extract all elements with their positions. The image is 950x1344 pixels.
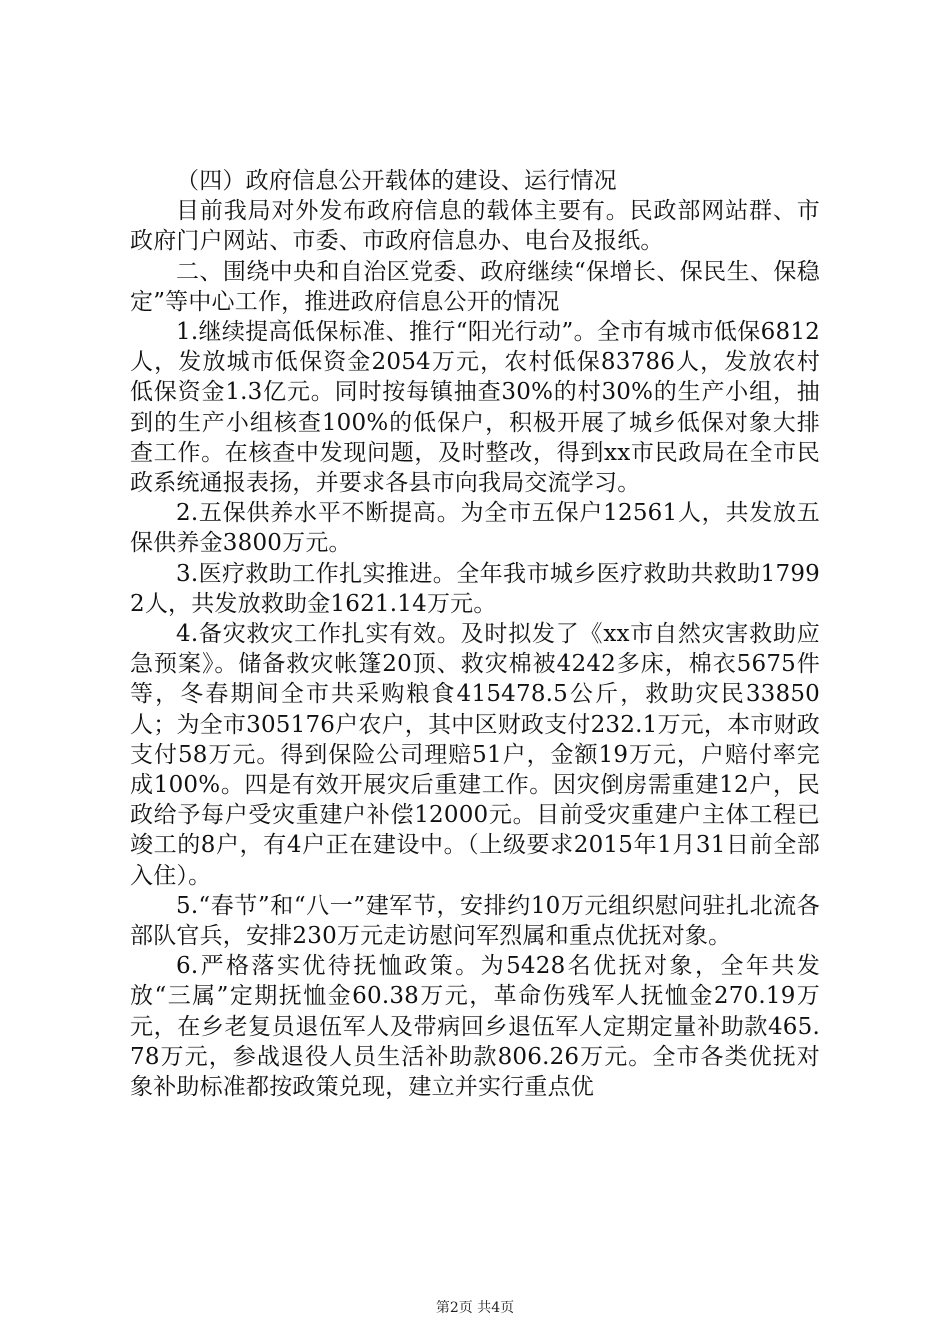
document-body: [130, 166, 820, 1102]
paragraph: 6.严格落实优待抚恤政策。为5428名优抚对象，全年共发放“三属”定期抚恤金60.38万元，革命伤残军人抚恤金270.19万元，在乡老复员退伍军人及带病回乡退伍军人定期定量补助款465.78万元，参战退役人员生活补助款806.26万元。全市各类优抚对象补助标准都按政策兑现，建立并实行重点优: [130, 953, 820, 1101]
paragraph: 目前我局对外发布政府信息的载体主要有。民政部网站群、市政府门户网站、市委、市政府信息办、电台及报纸。: [130, 198, 820, 255]
page-number-footer: 第2页 共4页: [435, 1300, 515, 1316]
paragraph: （四）政府信息公开载体的建设、运行情况: [176, 168, 617, 194]
paragraph: 3.医疗救助工作扎实推进。全年我市城乡医疗救助共救助17992人，共发放救助金1621.14万元。: [130, 560, 820, 617]
paragraph: 2.五保供养水平不断提高。为全市五保户12561人，共发放五保供养金3800万元。: [130, 500, 820, 557]
paragraph: 1.继续提高低保标准、推行“阳光行动”。全市有城市低保6812人，发放城市低保资金2054万元，农村低保83786人，发放农村低保资金1.3亿元。同时按每镇抽查30%的村30%的生产小组，抽到的生产小组核查100%的低保户，积极开展了城乡低保对象大排查工作。在核查中发现问题，及时整改，得到xx市民政局在全市民政系统通报表扬，并要求各县市向我局交流学习。: [130, 319, 820, 497]
paragraph: 4.备灾救灾工作扎实有效。及时拟发了《xx市自然灾害救助应急预案》。储备救灾帐篷20顶、救灾棉被4242多床，棉衣5675件等，冬春期间全市共采购粮食415478.5公斤，救助灾民33850人；为全市305176户农户，其中区财政支付232.1万元，本市财政支付58万元。得到保险公司理赔51户，金额19万元，户赔付率完成100%。四是有效开展灾后重建工作。因灾倒房需重建12户，民政给予每户受灾重建户补偿12000元。目前受灾重建户主体工程已竣工的8户，有4户正在建设中。（上级要求2015年1月31日前全部入住）。: [130, 621, 820, 889]
paragraph: 二、围绕中央和自治区党委、政府继续“保增长、保民生、保稳定”等中心工作，推进政府信息公开的情况: [130, 258, 820, 315]
paragraph: 5.“春节”和“八一”建军节，安排约10万元组织慰问驻扎北流各部队官兵，安排230万元走访慰问军烈属和重点优抚对象。: [130, 892, 820, 950]
